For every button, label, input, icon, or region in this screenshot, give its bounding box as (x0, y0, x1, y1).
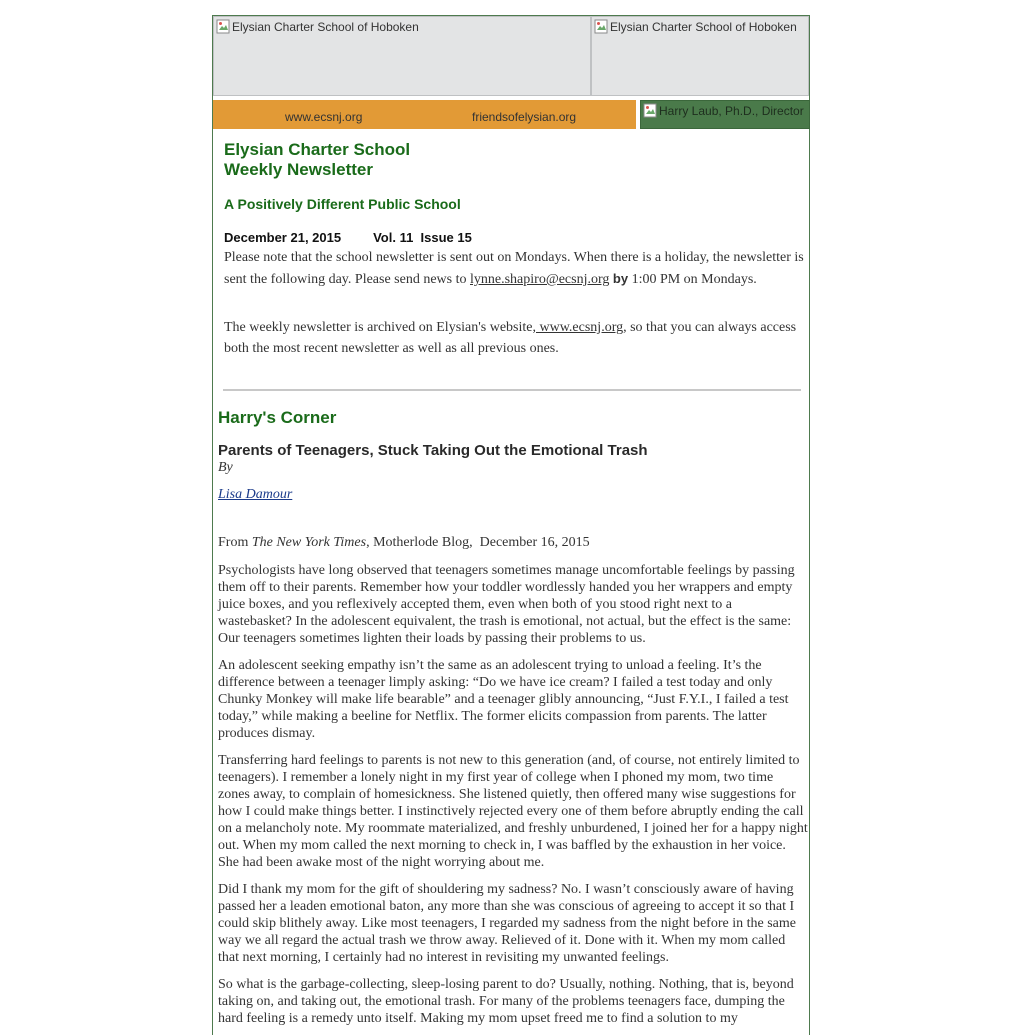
article-paragraph: Transferring hard feelings to parents is not new to this generation (and, of course, not entirely limited to teenagers). I remember a lonely night in my first year of college when I phoned my mom, two time zones away, to complain of homesickness. She listened quietly, then offered many wise suggestions for how I could make things better. I instinctively rejected every one of them before abruptly ending the call on a melancholy note. My roommate materialized, and freshly unburdened, I joined her for a happy night out. When my mom called the next morning to check in, I was baffled by the exhaustion in her voice. She had been awake most of the night worrying about me. (218, 753, 808, 870)
school-header-image-alt: Elysian Charter School of Hoboken (232, 20, 419, 34)
archive-notice (224, 317, 804, 359)
section-divider (223, 389, 801, 391)
notice-text: Please note that the school newsletter is sent out on Mondays. When there is a holiday, the newsletter is sent the following day. Please send news to (224, 250, 804, 287)
director-image (640, 100, 810, 129)
title-line-1: Elysian Charter School (224, 140, 411, 159)
email-link[interactable]: lynne.shapiro@ecsnj.org (470, 272, 610, 287)
issue-date: December 21, 2015 (224, 230, 342, 245)
newsletter-frame (212, 15, 810, 1035)
author-link[interactable]: Lisa Damour (218, 487, 293, 502)
archive-link[interactable]: www.ecsnj.org (536, 320, 624, 335)
links-bar (213, 100, 636, 129)
school-header-image-right-alt: Elysian Charter School of Hoboken (610, 20, 797, 34)
director-image-alt: Harry Laub, Ph.D., Director (659, 104, 804, 118)
broken-image-icon (594, 19, 608, 34)
school-header-image-right (591, 16, 809, 96)
author (218, 487, 292, 503)
section-heading: Harry's Corner (218, 408, 337, 427)
article-paragraph: Psychologists have long observed that teenagers sometimes manage uncomfortable feelings by passing them off to their parents. Remember how your toddler wordlessly handed you her wrappers and empty juice boxes, and you reflexively accepted them, even when both of you stood right next to a wastebasket? In the adolescent equivalent, the trash is emotional, not actual, but the effect is the same: Our teenagers sometimes lighten their loads by passing their problems to us. (218, 563, 795, 646)
issue-volume: Vol. 11 Issue 15 (373, 230, 472, 245)
archive-text-end: , so that you can always access both the most recent newsletter as well as all previous ones. (224, 320, 797, 356)
byline: By (218, 460, 233, 475)
notice-text-end: 1:00 PM on Mondays. (628, 272, 757, 287)
article-title: Parents of Teenagers, Stuck Taking Out the Emotional Trash (218, 442, 648, 459)
article-paragraph: So what is the garbage-collecting, sleep-losing parent to do? Usually, nothing. Nothing, that is, beyond taking on, and taking out, the emotional trash. For many of the problems teenagers face, dumping the hard feeling is a remedy unto itself. Making my mom upset freed me to find a solution to my (218, 977, 794, 1026)
archive-text: The weekly newsletter is archived on Elysian's website, (224, 320, 536, 335)
title-line-2: Weekly Newsletter (224, 160, 373, 179)
article-source (218, 535, 590, 551)
issue-dateline (224, 230, 472, 245)
submission-notice (224, 247, 804, 290)
broken-image-icon (216, 19, 230, 34)
notice-by: by (612, 271, 629, 286)
article-paragraph: Did I thank my mom for the gift of shouldering my sadness? No. I wasn’t consciously aware of having passed her a leaden emotional baton, any more than she was conscious of agreeing to accept it so that I could skip blithely away. Like most teenagers, I regarded my sadness from the night before in the same way we all regard the actual trash we throw away. Relieved of it. Done with it. When my mom called that next morning, I certainly had no interest in revisiting my unwanted feelings. (218, 882, 796, 965)
tagline: A Positively Different Public School (224, 196, 461, 212)
broken-image-icon (643, 103, 657, 118)
newsletter-title (224, 140, 410, 180)
source-prefix: From (218, 535, 252, 550)
source-publication: The New York Times (251, 535, 367, 550)
school-header-image (213, 16, 591, 96)
friendsofelysian-link[interactable]: friendsofelysian.org (472, 110, 577, 124)
source-detail: , Motherlode Blog, December 16, 2015 (366, 535, 590, 550)
ecsnj-link[interactable]: www.ecsnj.org (285, 110, 363, 124)
article-paragraph: An adolescent seeking empathy isn’t the same as an adolescent trying to unload a feeling. It’s the difference between a teenager limply asking: “Do we have ice cream? I failed a test today and only Chunky Monkey will make life bearable” and a teenager glibly announcing, “Just F.Y.I., I failed a test today,” while making a beeline for Netflix. The former elicits compassion from parents. The latter produces dismay. (218, 658, 789, 741)
